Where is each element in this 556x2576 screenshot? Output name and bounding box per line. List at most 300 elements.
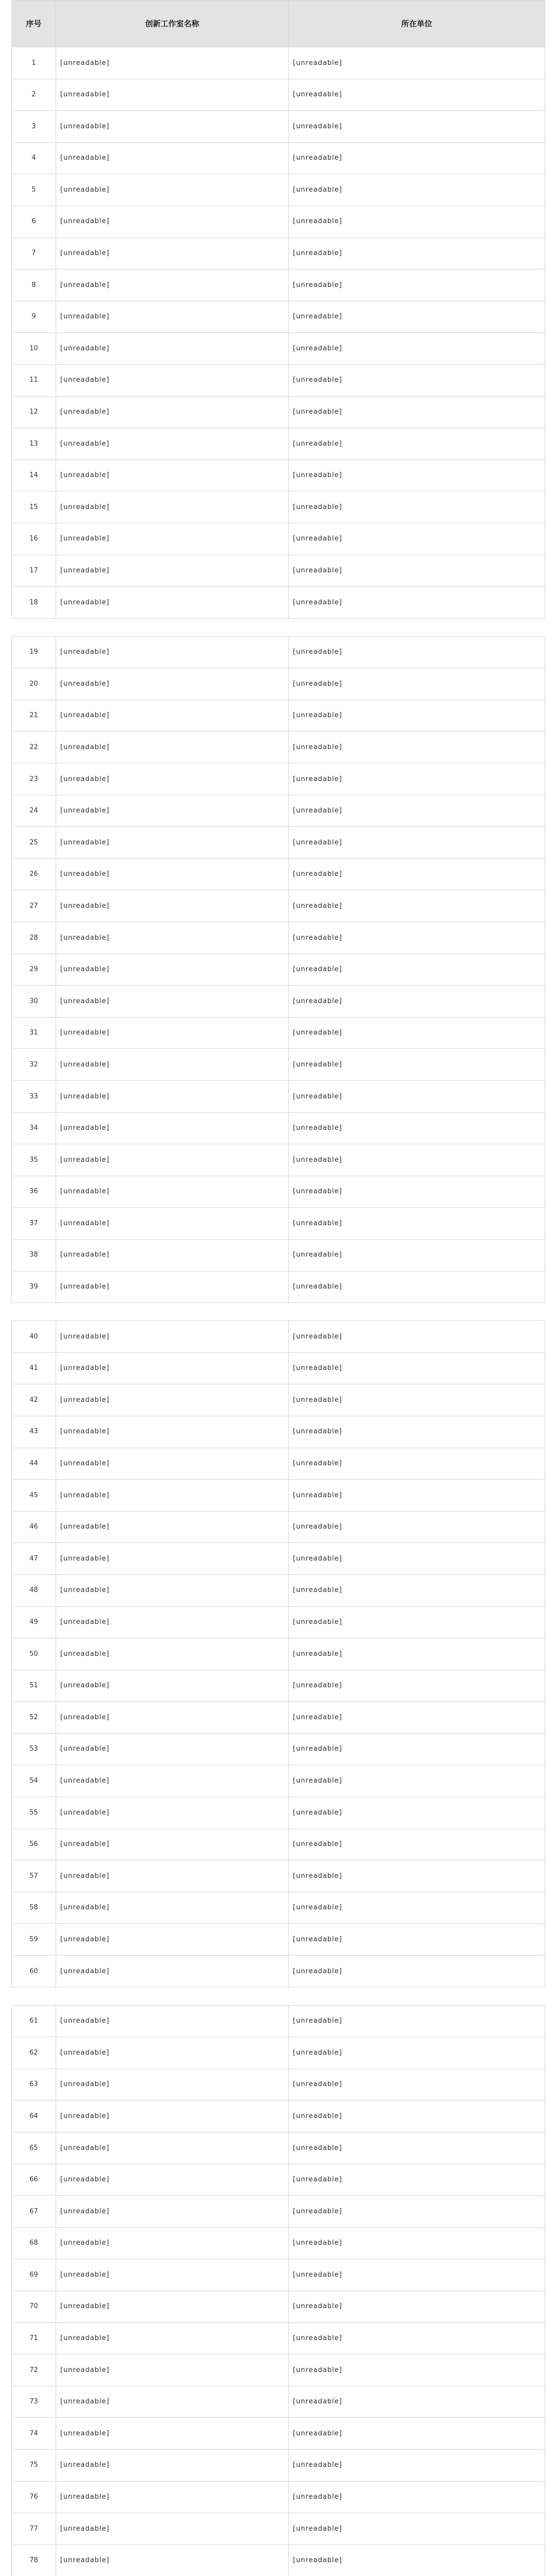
row-unit: [unreadable] — [289, 428, 545, 460]
table-row — [12, 364, 545, 396]
row-serial-number: 14 — [12, 460, 56, 492]
row-studio-name: [unreadable] — [56, 2354, 289, 2386]
row-serial-number: 75 — [12, 2449, 56, 2481]
row-unit: [unreadable] — [289, 269, 545, 301]
row-studio-name: [unreadable] — [56, 1670, 289, 1702]
row-studio-name: [unreadable] — [56, 1239, 289, 1271]
row-unit: [unreadable] — [289, 1144, 545, 1176]
row-serial-number: 10 — [12, 333, 56, 365]
table-body — [12, 47, 545, 2576]
row-studio-name: [unreadable] — [56, 1702, 289, 1734]
award-table — [11, 0, 545, 2576]
row-unit: [unreadable] — [289, 142, 545, 174]
row-unit: [unreadable] — [289, 2386, 545, 2418]
row-unit: [unreadable] — [289, 2418, 545, 2450]
row-serial-number: 62 — [12, 2037, 56, 2069]
table-row — [12, 79, 545, 111]
row-unit: [unreadable] — [289, 460, 545, 492]
row-unit: [unreadable] — [289, 2259, 545, 2291]
row-unit: [unreadable] — [289, 1892, 545, 1924]
table-row — [12, 206, 545, 238]
row-studio-name: [unreadable] — [56, 1480, 289, 1512]
row-studio-name: [unreadable] — [56, 2164, 289, 2196]
table-row — [12, 1480, 545, 1512]
row-studio-name: [unreadable] — [56, 795, 289, 827]
row-unit: [unreadable] — [289, 1081, 545, 1113]
row-studio-name: [unreadable] — [56, 174, 289, 206]
row-studio-name: [unreadable] — [56, 1606, 289, 1638]
row-unit: [unreadable] — [289, 1448, 545, 1480]
row-studio-name: [unreadable] — [56, 1765, 289, 1797]
table-row — [12, 1828, 545, 1860]
table-row — [12, 2513, 545, 2545]
table-row — [12, 460, 545, 492]
row-serial-number: 77 — [12, 2513, 56, 2545]
table-row — [12, 1416, 545, 1448]
row-unit: [unreadable] — [289, 1017, 545, 1049]
table-row — [12, 2100, 545, 2132]
row-unit: [unreadable] — [289, 2291, 545, 2323]
row-unit: [unreadable] — [289, 1480, 545, 1512]
row-studio-name: [unreadable] — [56, 764, 289, 795]
row-studio-name: [unreadable] — [56, 858, 289, 890]
table-row — [12, 2037, 545, 2069]
row-studio-name: [unreadable] — [56, 523, 289, 555]
row-studio-name: [unreadable] — [56, 2481, 289, 2513]
row-serial-number: 25 — [12, 827, 56, 859]
row-serial-number: 47 — [12, 1543, 56, 1575]
row-studio-name: [unreadable] — [56, 1271, 289, 1303]
row-unit: [unreadable] — [289, 2513, 545, 2545]
row-unit: [unreadable] — [289, 827, 545, 859]
row-unit: [unreadable] — [289, 364, 545, 396]
row-serial-number: 40 — [12, 1321, 56, 1353]
row-studio-name: [unreadable] — [56, 1797, 289, 1829]
row-serial-number: 48 — [12, 1574, 56, 1606]
table-row — [12, 47, 545, 79]
row-unit: [unreadable] — [289, 986, 545, 1018]
row-studio-name: [unreadable] — [56, 2323, 289, 2354]
row-studio-name: [unreadable] — [56, 206, 289, 238]
row-studio-name: [unreadable] — [56, 79, 289, 111]
row-serial-number: 43 — [12, 1416, 56, 1448]
row-serial-number: 69 — [12, 2259, 56, 2291]
header-serial-number: 序号 — [12, 1, 56, 47]
row-unit: [unreadable] — [289, 2037, 545, 2069]
row-serial-number: 20 — [12, 668, 56, 700]
table-row — [12, 1511, 545, 1543]
table-row — [12, 238, 545, 269]
row-studio-name: [unreadable] — [56, 1144, 289, 1176]
table-header-row — [12, 1, 545, 47]
row-unit: [unreadable] — [289, 1112, 545, 1144]
row-studio-name: [unreadable] — [56, 2196, 289, 2228]
table-row — [12, 1176, 545, 1208]
row-unit: [unreadable] — [289, 2132, 545, 2164]
row-unit: [unreadable] — [289, 1702, 545, 1734]
row-serial-number: 71 — [12, 2323, 56, 2354]
table-row — [12, 700, 545, 732]
row-serial-number: 66 — [12, 2164, 56, 2196]
table-row — [12, 1765, 545, 1797]
row-unit: [unreadable] — [289, 1860, 545, 1892]
row-studio-name: [unreadable] — [56, 1112, 289, 1144]
table-row — [12, 636, 545, 668]
row-unit: [unreadable] — [289, 47, 545, 79]
row-serial-number: 59 — [12, 1924, 56, 1956]
table-row — [12, 2164, 545, 2196]
row-studio-name: [unreadable] — [56, 1352, 289, 1384]
table-row — [12, 795, 545, 827]
row-serial-number: 24 — [12, 795, 56, 827]
row-serial-number: 76 — [12, 2481, 56, 2513]
row-serial-number: 61 — [12, 2005, 56, 2037]
table-row — [12, 2291, 545, 2323]
row-serial-number: 4 — [12, 142, 56, 174]
row-serial-number: 6 — [12, 206, 56, 238]
row-serial-number: 55 — [12, 1797, 56, 1829]
table-row — [12, 2005, 545, 2037]
row-studio-name: [unreadable] — [56, 890, 289, 922]
row-studio-name: [unreadable] — [56, 1574, 289, 1606]
table-row — [12, 2449, 545, 2481]
row-serial-number: 74 — [12, 2418, 56, 2450]
row-unit: [unreadable] — [289, 2545, 545, 2576]
row-unit: [unreadable] — [289, 954, 545, 986]
row-studio-name: [unreadable] — [56, 1448, 289, 1480]
table-row — [12, 668, 545, 700]
row-unit: [unreadable] — [289, 1828, 545, 1860]
row-unit: [unreadable] — [289, 858, 545, 890]
row-unit: [unreadable] — [289, 1176, 545, 1208]
table-row — [12, 2069, 545, 2100]
table-row — [12, 1733, 545, 1765]
row-studio-name: [unreadable] — [56, 2513, 289, 2545]
table-row — [12, 1144, 545, 1176]
row-studio-name: [unreadable] — [56, 1017, 289, 1049]
table-row — [12, 922, 545, 954]
row-unit: [unreadable] — [289, 1511, 545, 1543]
row-serial-number: 2 — [12, 79, 56, 111]
row-unit: [unreadable] — [289, 2196, 545, 2228]
row-unit: [unreadable] — [289, 1797, 545, 1829]
section-gap-cell — [12, 1987, 545, 2005]
row-unit: [unreadable] — [289, 700, 545, 732]
row-unit: [unreadable] — [289, 1670, 545, 1702]
row-studio-name: [unreadable] — [56, 2418, 289, 2450]
section-gap — [12, 1303, 545, 1321]
table-row — [12, 2545, 545, 2576]
table-row — [12, 333, 545, 365]
row-unit: [unreadable] — [289, 2069, 545, 2100]
row-unit: [unreadable] — [289, 922, 545, 954]
table-row — [12, 142, 545, 174]
table-row — [12, 1670, 545, 1702]
row-serial-number: 37 — [12, 1208, 56, 1240]
row-serial-number: 26 — [12, 858, 56, 890]
row-serial-number: 38 — [12, 1239, 56, 1271]
table-row — [12, 2481, 545, 2513]
row-unit: [unreadable] — [289, 1049, 545, 1081]
row-studio-name: [unreadable] — [56, 732, 289, 764]
row-unit: [unreadable] — [289, 1574, 545, 1606]
row-serial-number: 70 — [12, 2291, 56, 2323]
table-row — [12, 2354, 545, 2386]
row-unit: [unreadable] — [289, 732, 545, 764]
row-studio-name: [unreadable] — [56, 492, 289, 523]
row-serial-number: 49 — [12, 1606, 56, 1638]
table-row — [12, 396, 545, 428]
row-serial-number: 33 — [12, 1081, 56, 1113]
row-studio-name: [unreadable] — [56, 1511, 289, 1543]
row-serial-number: 21 — [12, 700, 56, 732]
row-unit: [unreadable] — [289, 555, 545, 587]
row-serial-number: 16 — [12, 523, 56, 555]
row-serial-number: 41 — [12, 1352, 56, 1384]
table-row — [12, 1543, 545, 1575]
row-serial-number: 60 — [12, 1956, 56, 1988]
row-unit: [unreadable] — [289, 1765, 545, 1797]
table-row — [12, 1956, 545, 1988]
row-serial-number: 57 — [12, 1860, 56, 1892]
header-studio-name: 创新工作室名称 — [56, 1, 289, 47]
row-studio-name: [unreadable] — [56, 587, 289, 619]
row-serial-number: 27 — [12, 890, 56, 922]
table-row — [12, 2132, 545, 2164]
table-row — [12, 2418, 545, 2450]
row-unit: [unreadable] — [289, 523, 545, 555]
row-serial-number: 3 — [12, 111, 56, 143]
row-serial-number: 53 — [12, 1733, 56, 1765]
row-unit: [unreadable] — [289, 1956, 545, 1988]
row-unit: [unreadable] — [289, 636, 545, 668]
row-studio-name: [unreadable] — [56, 269, 289, 301]
section-gap — [12, 1987, 545, 2005]
row-studio-name: [unreadable] — [56, 954, 289, 986]
row-serial-number: 7 — [12, 238, 56, 269]
table-row — [12, 764, 545, 795]
row-serial-number: 30 — [12, 986, 56, 1018]
table-row — [12, 174, 545, 206]
row-unit: [unreadable] — [289, 1638, 545, 1670]
row-studio-name: [unreadable] — [56, 1733, 289, 1765]
row-serial-number: 36 — [12, 1176, 56, 1208]
row-studio-name: [unreadable] — [56, 986, 289, 1018]
table-row — [12, 2196, 545, 2228]
row-studio-name: [unreadable] — [56, 2037, 289, 2069]
table-row — [12, 1239, 545, 1271]
row-studio-name: [unreadable] — [56, 1049, 289, 1081]
header-unit: 所在单位 — [289, 1, 545, 47]
row-studio-name: [unreadable] — [56, 142, 289, 174]
row-studio-name: [unreadable] — [56, 700, 289, 732]
row-serial-number: 68 — [12, 2227, 56, 2259]
table-row — [12, 523, 545, 555]
table-row — [12, 1860, 545, 1892]
row-serial-number: 56 — [12, 1828, 56, 1860]
row-studio-name: [unreadable] — [56, 1543, 289, 1575]
row-unit: [unreadable] — [289, 1416, 545, 1448]
section-gap-cell — [12, 1303, 545, 1321]
row-serial-number: 32 — [12, 1049, 56, 1081]
row-studio-name: [unreadable] — [56, 1956, 289, 1988]
table-row — [12, 555, 545, 587]
row-studio-name: [unreadable] — [56, 1384, 289, 1416]
row-serial-number: 23 — [12, 764, 56, 795]
table-row — [12, 1112, 545, 1144]
row-unit: [unreadable] — [289, 2354, 545, 2386]
row-unit: [unreadable] — [289, 1606, 545, 1638]
row-serial-number: 72 — [12, 2354, 56, 2386]
row-unit: [unreadable] — [289, 301, 545, 333]
table-row — [12, 1638, 545, 1670]
table-row — [12, 1049, 545, 1081]
row-studio-name: [unreadable] — [56, 636, 289, 668]
row-studio-name: [unreadable] — [56, 1924, 289, 1956]
row-studio-name: [unreadable] — [56, 827, 289, 859]
row-studio-name: [unreadable] — [56, 1638, 289, 1670]
row-serial-number: 35 — [12, 1144, 56, 1176]
row-studio-name: [unreadable] — [56, 2449, 289, 2481]
table-row — [12, 1081, 545, 1113]
table-row — [12, 492, 545, 523]
table-row — [12, 1352, 545, 1384]
row-unit: [unreadable] — [289, 396, 545, 428]
table-row — [12, 1384, 545, 1416]
row-studio-name: [unreadable] — [56, 1321, 289, 1353]
row-serial-number: 73 — [12, 2386, 56, 2418]
row-unit: [unreadable] — [289, 1733, 545, 1765]
row-serial-number: 63 — [12, 2069, 56, 2100]
table-row — [12, 1321, 545, 1353]
table-row — [12, 1017, 545, 1049]
row-unit: [unreadable] — [289, 1321, 545, 1353]
section-gap — [12, 618, 545, 636]
table-row — [12, 301, 545, 333]
row-serial-number: 67 — [12, 2196, 56, 2228]
row-unit: [unreadable] — [289, 238, 545, 269]
row-serial-number: 18 — [12, 587, 56, 619]
row-unit: [unreadable] — [289, 333, 545, 365]
row-serial-number: 78 — [12, 2545, 56, 2576]
row-studio-name: [unreadable] — [56, 1828, 289, 1860]
table-row — [12, 587, 545, 619]
row-unit: [unreadable] — [289, 2481, 545, 2513]
row-serial-number: 17 — [12, 555, 56, 587]
table-row — [12, 1702, 545, 1734]
row-serial-number: 34 — [12, 1112, 56, 1144]
row-serial-number: 45 — [12, 1480, 56, 1512]
table-row — [12, 1606, 545, 1638]
row-serial-number: 44 — [12, 1448, 56, 1480]
row-studio-name: [unreadable] — [56, 428, 289, 460]
row-serial-number: 11 — [12, 364, 56, 396]
row-studio-name: [unreadable] — [56, 2291, 289, 2323]
row-serial-number: 51 — [12, 1670, 56, 1702]
table-row — [12, 858, 545, 890]
row-serial-number: 29 — [12, 954, 56, 986]
row-unit: [unreadable] — [289, 795, 545, 827]
row-serial-number: 42 — [12, 1384, 56, 1416]
row-studio-name: [unreadable] — [56, 47, 289, 79]
row-studio-name: [unreadable] — [56, 922, 289, 954]
row-serial-number: 54 — [12, 1765, 56, 1797]
row-serial-number: 28 — [12, 922, 56, 954]
row-serial-number: 46 — [12, 1511, 56, 1543]
row-unit: [unreadable] — [289, 1239, 545, 1271]
row-serial-number: 50 — [12, 1638, 56, 1670]
row-unit: [unreadable] — [289, 890, 545, 922]
section-gap-cell — [12, 618, 545, 636]
table-row — [12, 111, 545, 143]
row-unit: [unreadable] — [289, 668, 545, 700]
row-studio-name: [unreadable] — [56, 2005, 289, 2037]
row-studio-name: [unreadable] — [56, 301, 289, 333]
row-serial-number: 9 — [12, 301, 56, 333]
table-row — [12, 1208, 545, 1240]
table-row — [12, 1797, 545, 1829]
row-serial-number: 65 — [12, 2132, 56, 2164]
row-unit: [unreadable] — [289, 79, 545, 111]
row-studio-name: [unreadable] — [56, 364, 289, 396]
row-serial-number: 13 — [12, 428, 56, 460]
row-unit: [unreadable] — [289, 1924, 545, 1956]
row-unit: [unreadable] — [289, 1271, 545, 1303]
row-studio-name: [unreadable] — [56, 2132, 289, 2164]
row-studio-name: [unreadable] — [56, 1081, 289, 1113]
table-row — [12, 1574, 545, 1606]
row-unit: [unreadable] — [289, 2100, 545, 2132]
row-studio-name: [unreadable] — [56, 238, 289, 269]
row-studio-name: [unreadable] — [56, 1208, 289, 1240]
row-unit: [unreadable] — [289, 2164, 545, 2196]
table-row — [12, 954, 545, 986]
row-studio-name: [unreadable] — [56, 668, 289, 700]
row-unit: [unreadable] — [289, 587, 545, 619]
table-row — [12, 1892, 545, 1924]
table-row — [12, 1448, 545, 1480]
row-unit: [unreadable] — [289, 492, 545, 523]
table-row — [12, 1271, 545, 1303]
row-studio-name: [unreadable] — [56, 2100, 289, 2132]
table-row — [12, 2259, 545, 2291]
row-serial-number: 1 — [12, 47, 56, 79]
row-serial-number: 64 — [12, 2100, 56, 2132]
row-unit: [unreadable] — [289, 1384, 545, 1416]
row-unit: [unreadable] — [289, 1208, 545, 1240]
row-studio-name: [unreadable] — [56, 2259, 289, 2291]
row-studio-name: [unreadable] — [56, 396, 289, 428]
row-studio-name: [unreadable] — [56, 1416, 289, 1448]
row-serial-number: 12 — [12, 396, 56, 428]
row-studio-name: [unreadable] — [56, 1860, 289, 1892]
table-row — [12, 732, 545, 764]
row-unit: [unreadable] — [289, 1543, 545, 1575]
row-serial-number: 58 — [12, 1892, 56, 1924]
table-row — [12, 2227, 545, 2259]
row-unit: [unreadable] — [289, 764, 545, 795]
row-unit: [unreadable] — [289, 2005, 545, 2037]
row-studio-name: [unreadable] — [56, 111, 289, 143]
row-studio-name: [unreadable] — [56, 2069, 289, 2100]
row-serial-number: 39 — [12, 1271, 56, 1303]
row-studio-name: [unreadable] — [56, 555, 289, 587]
row-studio-name: [unreadable] — [56, 1892, 289, 1924]
table-row — [12, 2386, 545, 2418]
table-row — [12, 2323, 545, 2354]
row-unit: [unreadable] — [289, 174, 545, 206]
row-serial-number: 15 — [12, 492, 56, 523]
